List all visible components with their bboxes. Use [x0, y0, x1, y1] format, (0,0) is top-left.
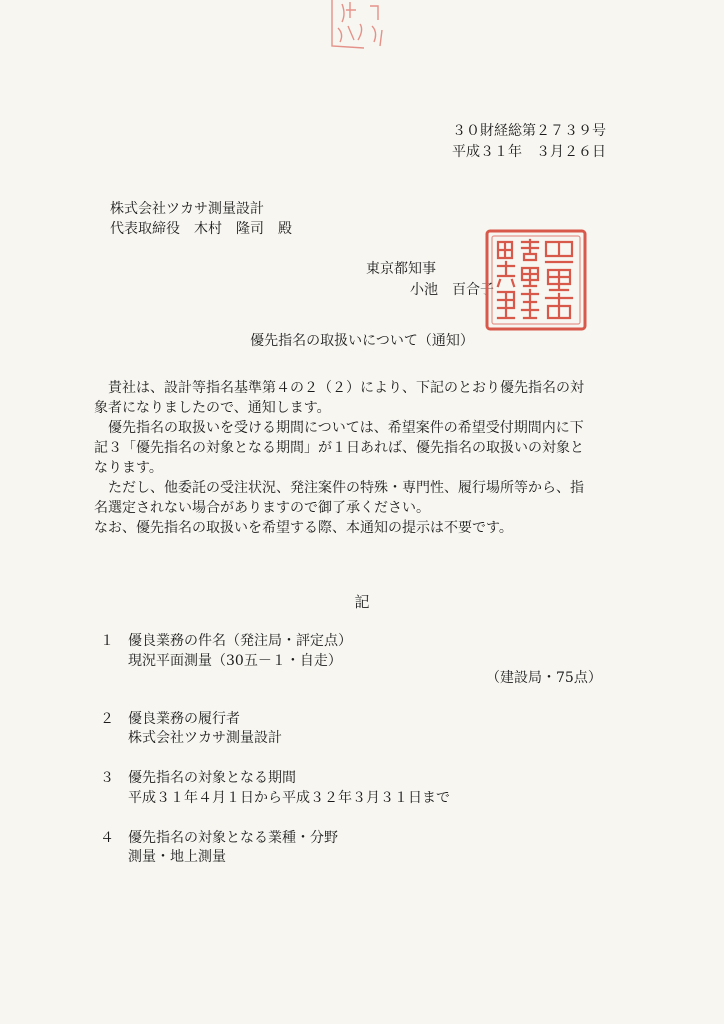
item-heading: 優先指名の対象となる業種・分野 [128, 830, 338, 846]
recipient-company: 株式会社ツカサ測量設計 [110, 201, 264, 217]
item-number: ４ [100, 830, 114, 846]
item-number: ２ [100, 711, 114, 727]
item-note: （建設局・75点） [486, 670, 602, 686]
item-value: 現況平面測量（30五－１・自走） [128, 653, 342, 669]
item-heading: 優先指名の対象となる期間 [128, 770, 296, 786]
item-value: 測量・地上測量 [128, 849, 226, 865]
official-seal [484, 228, 588, 332]
body-line: ただし、他委託の受注状況、発注案件の特殊・専門性、履行場所等から、指 [94, 480, 584, 496]
body-line: 優先指名の取扱いを受ける期間については、希望案件の希望受付期間内に下 [94, 420, 584, 436]
item-heading: 優良業務の履行者 [128, 711, 240, 727]
item-number: ３ [100, 770, 114, 786]
partial-seal-top [320, 0, 400, 52]
body-line: 貴社は、設計等指名基準第４の２（２）により、下記のとおり優先指名の対 [94, 380, 584, 396]
item-value: 株式会社ツカサ測量設計 [128, 730, 282, 746]
body-line: 象者になりましたので、通知します。 [94, 400, 331, 416]
document-number: ３０財経総第２７３９号 [452, 123, 606, 139]
body-line: 名選定されない場合がありますので御了承ください。 [94, 500, 430, 516]
item-heading: 優良業務の件名（発注局・評定点） [128, 633, 352, 649]
issue-date: 平成３１年 ３月２６日 [452, 144, 606, 160]
ki-label: 記 [354, 593, 370, 611]
body-line: なります。 [94, 460, 163, 476]
item-value: 平成３１年４月１日から平成３２年３月３１日まで [128, 790, 450, 806]
body-text [94, 378, 614, 538]
item-number: １ [100, 633, 114, 649]
sender-title: 東京都知事 [366, 261, 436, 277]
recipient-person: 代表取締役 木村 隆司 殿 [110, 221, 292, 237]
subject-title: 優先指名の取扱いについて（通知） [250, 333, 474, 349]
body-line: 記３「優先指名の対象となる期間」が１日あれば、優先指名の取扱いの対象と [94, 440, 584, 456]
sender-name: 小池 百合子 [410, 282, 494, 298]
body-line: なお、優先指名の取扱いを希望する際、本通知の提示は不要です。 [94, 520, 513, 536]
